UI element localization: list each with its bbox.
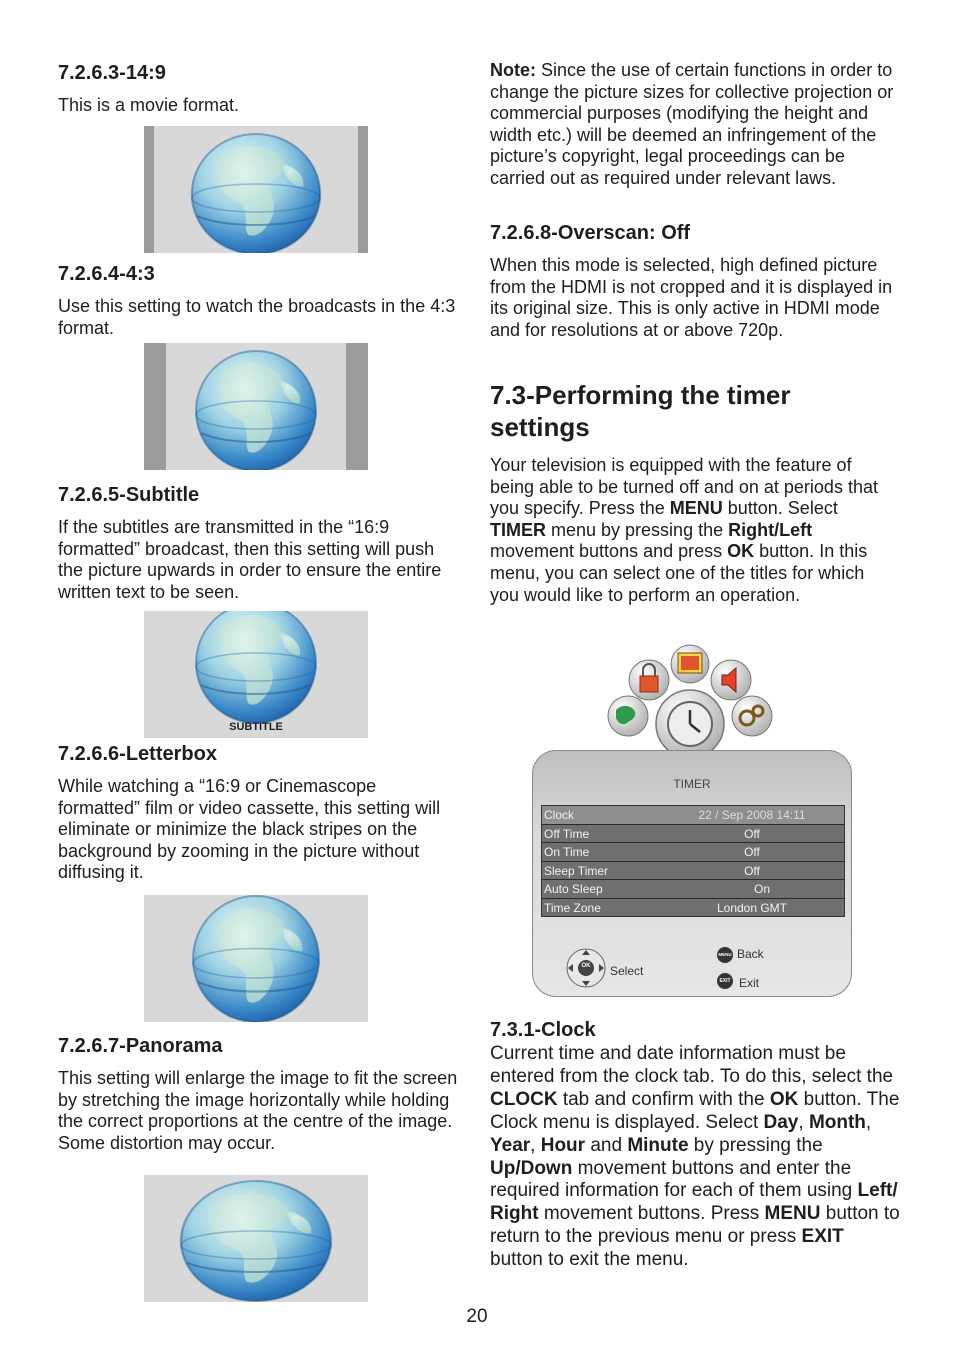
menu-title: TIMER — [673, 777, 711, 791]
select-label: Select — [610, 964, 644, 978]
section-heading: 7.2.6.8-Overscan: Off — [490, 222, 691, 244]
section-4-3 — [58, 261, 458, 339]
section-body: While watching a “16:9 or Cinemascope formatted” film or video cassette, this setting will eliminate or minimize the black stripes on the background by zooming in the picture without diffusing it. — [58, 776, 441, 883]
row-label: On Time — [544, 845, 590, 859]
row-value: Off — [744, 863, 760, 878]
menu-row-off-time[interactable] — [542, 825, 844, 844]
section-panorama — [58, 1033, 458, 1154]
image-panorama — [144, 1175, 368, 1302]
speaker-icon[interactable] — [711, 660, 751, 700]
section-timer — [490, 379, 890, 606]
row-label: Sleep Timer — [544, 863, 609, 878]
section-overscan — [490, 220, 902, 341]
section-heading: 7.2.6.3-14:9 — [58, 62, 166, 84]
row-label: Auto Sleep — [544, 882, 603, 896]
section-body: This setting will enlarge the image to fit the screen by stretching the image horizontally while holding the correct proportions at the centre of the image. Some distortion may occur. — [58, 1068, 458, 1153]
section-heading: 7.2.6.5-Subtitle — [58, 484, 200, 506]
clock-heading: 7.3.1-Clock — [490, 1019, 596, 1041]
timer-heading: 7.3-Performing the timer settings — [490, 380, 791, 442]
section-heading: 7.2.6.7-Panorama — [58, 1035, 223, 1057]
row-value: Off — [744, 845, 760, 859]
menu-row-time-zone[interactable] — [542, 899, 844, 917]
subtitle-label: SUBTITLE — [229, 721, 283, 733]
page-number: 20 — [466, 1306, 488, 1327]
image-subtitle — [144, 611, 368, 738]
clock-body: Current time and date information must be entered from the clock tab. To do this, select the CLOCK tab and confirm with the OK button. The Clock menu is displayed. Select Day, Month, Year, Hour and Minute by pressing the Up/Down movement buttons and enter the required information for each of them using Left/ Right movement buttons. Press MENU button to return to the previous menu or press EXIT button to exit the menu. — [490, 1043, 900, 1271]
exit-label: Exit — [739, 976, 760, 990]
row-value: London GMT — [716, 900, 788, 915]
image-letterbox — [144, 895, 368, 1022]
note-body: Since the use of certain functions in order to change the picture sizes for collective projection or commercial purposes (modifying the height and width etc.) will be deemed an infringement of the picture’s copyright, legal proceedings can be carried out as required under relevant laws. — [490, 60, 894, 188]
exit-key-icon[interactable]: EXIT — [717, 973, 733, 989]
row-label: Clock — [544, 808, 575, 822]
menu-row-on-time[interactable] — [542, 843, 844, 862]
image-14-9 — [144, 126, 368, 253]
menu-icons — [600, 644, 780, 764]
row-value: 22 / Sep 2008 14:11 — [698, 808, 806, 822]
timer-menu-list — [541, 805, 845, 917]
menu-key-icon[interactable]: MENU — [717, 947, 733, 963]
section-letterbox — [58, 741, 458, 884]
section-body: Use this setting to watch the broadcasts in the 4:3 format. — [58, 296, 456, 338]
ok-key-label: OK — [581, 963, 591, 969]
picture-icon[interactable] — [671, 645, 709, 683]
row-value: Off — [744, 826, 760, 841]
row-value: On — [753, 882, 770, 896]
timer-menu — [532, 750, 852, 997]
section-body: If the subtitles are transmitted in the “16:9 formatted” broadcast, then this setting will push the picture upwards in order to ensure the entire written text to be seen. — [58, 517, 442, 602]
back-label: Back — [737, 947, 764, 961]
clock-icon[interactable] — [656, 690, 724, 758]
note — [490, 60, 902, 190]
nav-pad[interactable] — [565, 947, 607, 989]
section-heading: 7.2.6.4-4:3 — [58, 263, 155, 285]
row-label: Time Zone — [544, 900, 601, 915]
section-subtitle — [58, 482, 458, 603]
image-4-3 — [144, 343, 368, 470]
section-body: This is a movie format. — [58, 95, 240, 115]
section-body: When this mode is selected, high defined picture from the HDMI is not cropped and it is displayed in its original size. This is only active in HDMI mode and for resolutions at or above 720p. — [490, 255, 893, 340]
lock-icon[interactable] — [629, 660, 669, 700]
timer-body: Your television is equipped with the feature of being able to be turned off and on at periods that you specify. Press the MENU button. Select TIMER menu by pressing the Right/Left movement buttons and press OK button. In this menu, you can select one of the titles for which you would like to perform an operation. — [490, 455, 878, 605]
menu-row-clock[interactable] — [542, 806, 844, 825]
menu-row-auto-sleep[interactable] — [542, 880, 844, 899]
menu-row-sleep-timer[interactable] — [542, 862, 844, 881]
globe-icon[interactable] — [608, 696, 648, 736]
section-clock — [490, 1017, 900, 1272]
settings-icon[interactable] — [732, 696, 772, 736]
row-label: Off Time — [544, 826, 590, 841]
note-label: Note: — [490, 60, 536, 80]
section-14-9 — [58, 60, 458, 117]
section-heading: 7.2.6.6-Letterbox — [58, 743, 217, 765]
